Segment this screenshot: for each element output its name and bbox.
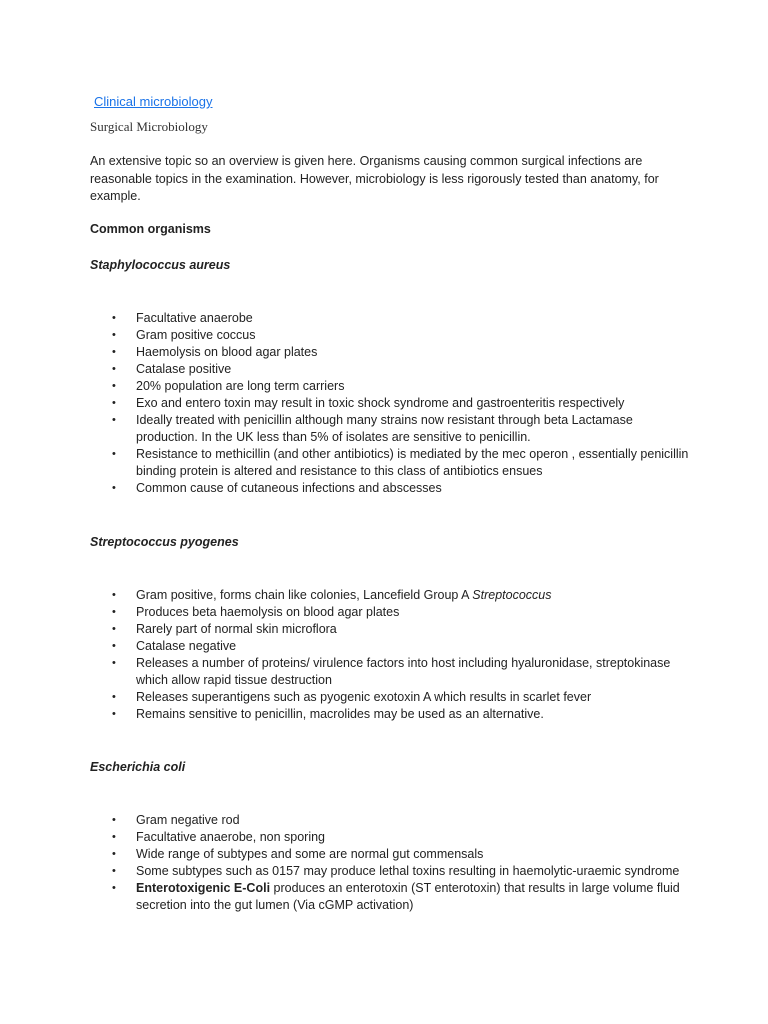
list-item: • Facultative anaerobe, non sporing xyxy=(90,829,690,846)
list-item: • Produces beta haemolysis on blood agar plates xyxy=(90,604,690,621)
list-item: • Exo and entero toxin may result in toxic shock syndrome and gastroenteritis respectively xyxy=(90,395,690,412)
list-item-text: produces an enterotoxin (ST enterotoxin) that results in large volume fluid secretion into the gut lumen (Via cGMP activation) xyxy=(136,881,680,912)
list-item: • Some subtypes such as 0157 may produce lethal toxins resulting in haemolytic-uraemic syndrome xyxy=(90,863,690,880)
list-item: • Haemolysis on blood agar plates xyxy=(90,344,690,361)
strep-heading: Streptococcus pyogenes xyxy=(90,535,239,549)
list-item: • Releases superantigens such as pyogenic exotoxin A which results in scarlet fever xyxy=(90,689,690,706)
list-item-text: Gram positive, forms chain like colonies, Lancefield Group A xyxy=(136,588,473,602)
strep-list xyxy=(90,587,690,723)
list-item: • Wide range of subtypes and some are normal gut commensals xyxy=(90,846,690,863)
list-item: • Releases a number of proteins/ virulence factors into host including hyaluronidase, streptokinase which allow rapid tissue destruction xyxy=(90,655,690,689)
ecoli-list xyxy=(90,812,690,914)
staph-list xyxy=(90,310,690,497)
intro-paragraph: An extensive topic so an overview is given here. Organisms causing common surgical infections are reasonable topics in the examination. However, microbiology is less rigorously tested than anatomy, for example. xyxy=(90,154,659,204)
list-item: • Catalase positive xyxy=(90,361,690,378)
list-item: • Catalase negative xyxy=(90,638,690,655)
list-item: • Resistance to methicillin (and other antibiotics) is mediated by the mec operon , essentially penicillin binding protein is altered and resistance to this class of antibiotics ensues xyxy=(90,446,690,480)
list-item: • Common cause of cutaneous infections and abscesses xyxy=(90,480,690,497)
list-item xyxy=(90,587,690,604)
list-item: • Rarely part of normal skin microflora xyxy=(90,621,690,638)
staph-heading: Staphylococcus aureus xyxy=(90,258,231,272)
list-item-bold: Enterotoxigenic E-Coli xyxy=(136,881,271,895)
clinical-microbiology-link[interactable]: Clinical microbiology xyxy=(94,94,213,109)
common-organisms-heading: Common organisms xyxy=(90,222,211,236)
list-item-emphasis: Streptococcus xyxy=(472,588,552,602)
list-item: • Facultative anaerobe xyxy=(90,310,690,327)
list-item: • Gram negative rod xyxy=(90,812,690,829)
list-item: • Gram positive coccus xyxy=(90,327,690,344)
ecoli-heading: Escherichia coli xyxy=(90,760,186,774)
list-item: • Remains sensitive to penicillin, macrolides may be used as an alternative. xyxy=(90,706,690,723)
list-item: • Ideally treated with penicillin although many strains now resistant through beta Lactamase production. In the UK less than 5% of isolates are sensitive to penicillin. xyxy=(90,412,690,446)
list-item xyxy=(90,880,690,914)
list-item: • 20% population are long term carriers xyxy=(90,378,690,395)
page-subtitle: Surgical Microbiology xyxy=(90,119,208,134)
